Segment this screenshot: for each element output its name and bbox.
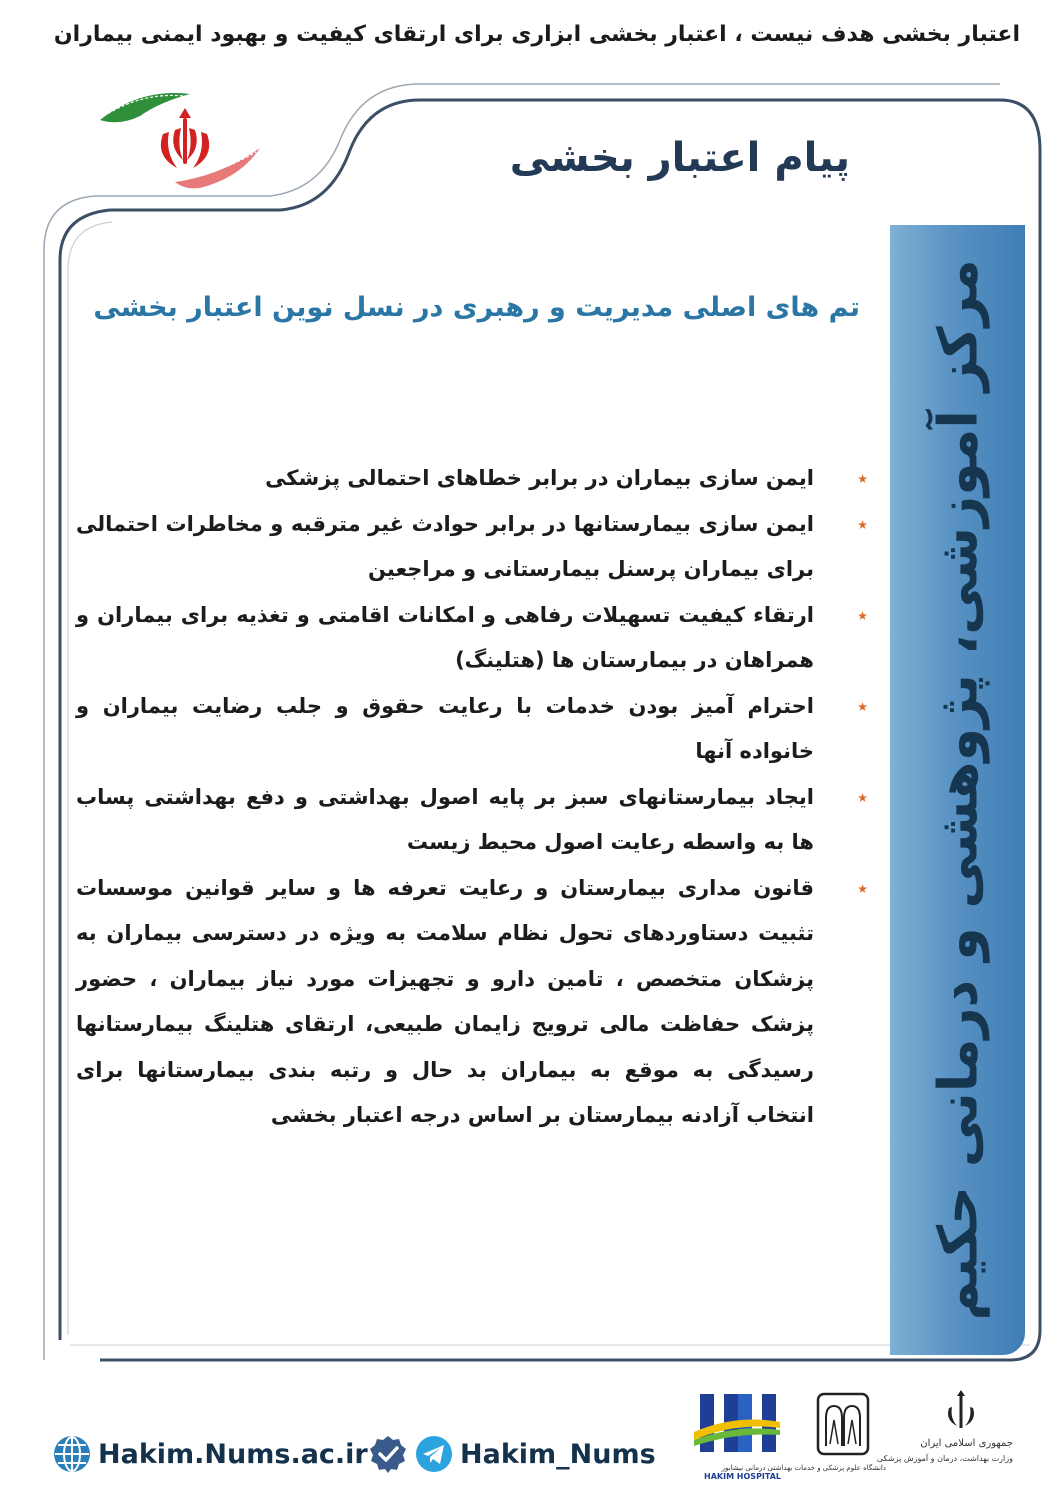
verified-badge-icon (368, 1434, 408, 1474)
theme-text: ارتقاء کیفیت تسهیلات رفاهی و امکانات اقامتی و تغذیه برای بیماران و همراهان در بیمارستان ها (هتلینگ) (76, 602, 814, 672)
theme-text: ایمن سازی بیمارستانها در برابر حوادث غیر مترقبه و مخاطرات احتمالی برای بیماران پرسنل بیمارستانی و مراجعین (76, 511, 814, 581)
theme-text: احترام آمیز بودن خدمات با رعایت حقوق و جلب رضایت بیماران و خانواده آنها (76, 693, 814, 763)
asterisk-bullet-icon: ٭ (857, 511, 868, 536)
website-link[interactable]: Hakim.Nums.ac.ir (98, 1438, 368, 1470)
list-item (76, 775, 876, 866)
list-item (76, 456, 876, 502)
theme-text: قانون مداری بیمارستان و رعایت تعرفه ها و سایر قوانین موسسات تثبیت دستاوردهای تحول نظام سلامت به ویژه در دسترسی بیماران به پزشکان متخصص ، تامین دارو و تجهیزات مورد نیاز بیماران ، حضور پزشک حفاظت مالی ترویج زایمان طبیعی، ارتقای هتلینگ بیمارستانها رسیدگی به موقع به بیماران بد حال و رتبه بندی بیمارستانها برای انتخاب آزادنه بیمارستان بر اساس درجه اعتبار بخشی (76, 875, 814, 1127)
side-banner (890, 225, 1025, 1355)
hospital-logo-caption: HAKIM HOSPITAL (704, 1472, 782, 1481)
footer-social[interactable] (368, 1434, 656, 1474)
asterisk-bullet-icon: ٭ (857, 693, 868, 718)
university-logo-caption: دانشگاه علوم پزشکی و خدمات بهداشتی درمانی نیشابور (721, 1464, 886, 1472)
side-banner-text: مرکز آموزشی، پژوهشی و درمانی حکیم (926, 259, 989, 1321)
themes-list (76, 456, 876, 1139)
footer-website[interactable] (52, 1434, 368, 1474)
social-handle[interactable]: Hakim_Nums (460, 1438, 656, 1470)
asterisk-bullet-icon: ٭ (857, 875, 868, 900)
theme-text: ایمن سازی بیماران در برابر خطاهای احتمالی پزشکی (265, 466, 814, 490)
top-slogan: اعتبار بخشی هدف نیست ، اعتبار بخشی ابزاری برای ارتقای کیفیت و بهبود ایمنی بیماران (53, 22, 1020, 47)
list-item (76, 593, 876, 684)
ministry-caption-line2: وزارت بهداشت، درمان و آموزش پزشکی (876, 1454, 1013, 1463)
hospital-h-logo-icon (690, 1388, 782, 1472)
section-title: تم های اصلی مدیریت و رهبری در نسل نوین اعتبار بخشی (93, 292, 860, 323)
list-item (76, 684, 876, 775)
ministry-logo (876, 1388, 1017, 1488)
iran-emblem-icon (80, 78, 280, 198)
asterisk-bullet-icon: ٭ (857, 784, 868, 809)
ministry-caption-line1: جمهوری اسلامی ایران (920, 1438, 1013, 1449)
university-emblem-icon (800, 1388, 886, 1460)
theme-text: ایجاد بیمارستانهای سبز بر پایه اصول بهداشتی و دفع بهداشتی پساب ها به واسطه رعایت اصول محیط زیست (76, 784, 814, 854)
asterisk-bullet-icon: ٭ (857, 602, 868, 627)
asterisk-bullet-icon: ٭ (857, 466, 868, 490)
telegram-icon (414, 1434, 454, 1474)
ministry-emblem-icon (905, 1388, 1017, 1434)
list-item (76, 502, 876, 593)
globe-icon (52, 1434, 92, 1474)
list-item (76, 866, 876, 1139)
page-heading: پیام اعتبار بخشی (509, 135, 850, 181)
